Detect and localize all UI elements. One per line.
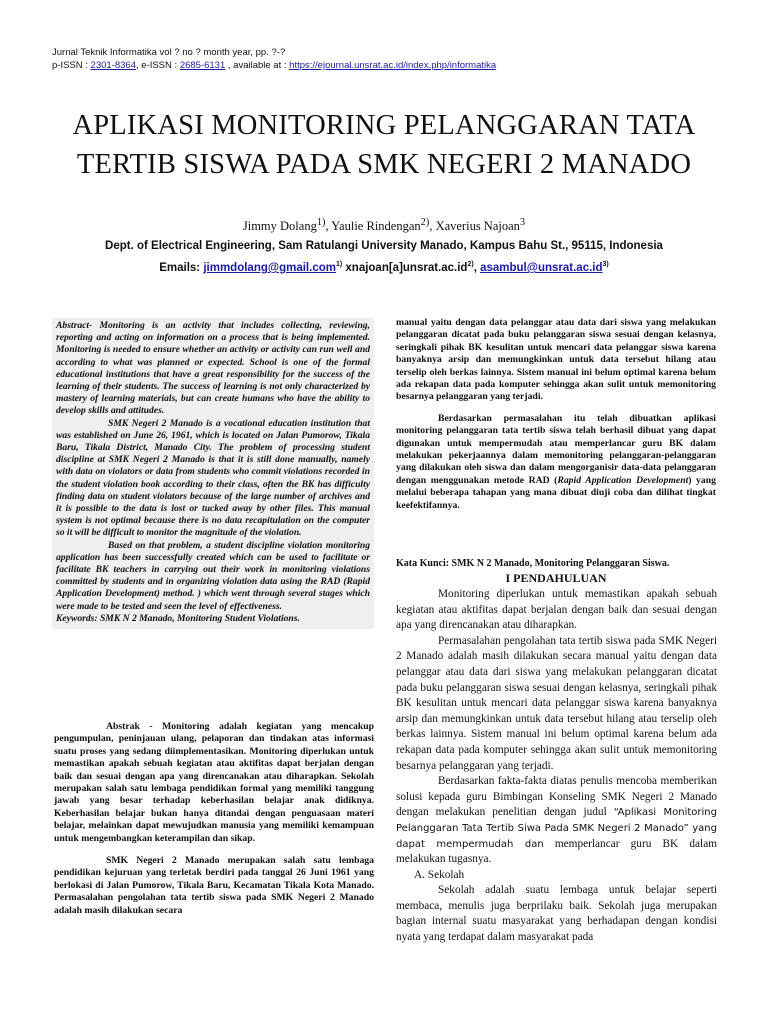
eissn-label: , e-ISSN : — [135, 60, 180, 71]
email-3-link[interactable]: asambul@unsrat.ac.id — [480, 261, 603, 274]
available-label: , available at : — [225, 60, 290, 71]
email-2-sup: 2) — [467, 261, 474, 268]
journal-url-link[interactable]: https://ejournal.unsrat.ac.id/index.php/informatika — [289, 60, 497, 71]
pissn-link[interactable]: 2301-8364 — [90, 60, 136, 71]
affiliation: Dept. of Electrical Engineering, Sam Ratulangi University Manado, Kampus Bahu St., 95115, Indonesia — [105, 240, 663, 252]
intro-p3-quote: “Aplikasi Monitoring Pelanggaran Tata Tertib Siwa Pada SMK Negeri 2 Manado” yang dapat mempermudah dan — [396, 807, 717, 850]
issn-line — [52, 59, 722, 72]
abstract-indonesian-left — [54, 721, 374, 917]
intro-p1: Monitoring diperlukan untuk memastikan apakah sebuah kegiatan atau aktifitas dapat berjalan dengan baik dan sesuai dengan apa yang direncanakan atau diharapkan. — [396, 588, 717, 632]
abstrak-p3: manual yaitu dengan data pelanggar atau data dari siswa yang melakukan pelanggaran dicatat pada buku pelanggaran siswa sesuai dengan kelasnya, seringkali pihak BK kesulitan untuk mencari data pelanggar siswa karena banyaknya arsip dan memungkinkan untuk data tersebut hilang atau terselip oleh berkas lainnya. Sistem manual ini belum optimal karena belum ada rekapan data pada komputer sehingga akan sulit untuk memonitoring besarnya pelanggaran yang terjadi. — [396, 317, 716, 403]
introduction-body — [396, 587, 717, 946]
journal-info: Jurnal Teknik Informatika vol ? no ? month year, pp. ?-? — [52, 47, 286, 58]
author-2-sup: 2) — [420, 217, 430, 228]
paper-title: APLIKASI MONITORING PELANGGARAN TATA TERTIB SISWA PADA SMK NEGERI 2 MANADO — [72, 110, 696, 180]
pissn-label: p-ISSN : — [52, 60, 91, 71]
email-label: Emails: — [159, 261, 204, 274]
abstrak-p4-end: ) yang melalui beberapa tahapan yang mana dibuat diuji coba dan dilihat tingkat keefektifannya. — [396, 474, 716, 511]
abstrak-p2: SMK Negeri 2 Manado merupakan salah satu lembaga pendidikan kejuruan yang terletak berdiri pada tanggal 26 Juni 1961 yang berlokasi di Jalan Pumorow, Tikala Baru, Kecamatan Tikala Kota Manado. Permasalahan pengolahan tata tertib siswa pada SMK Negeri 2 Manado adalah masih dilakukan secara — [54, 855, 374, 916]
intro-p4: Sekolah adalah suatu lembaga untuk belajar seperti membaca, menulis juga berprilaku baik. Sekolah juga merupakan bagian internal suatu masyarakat yang berhadapan dengan kondisi nyata yang terdapat dalam masyarakat pada — [396, 884, 717, 944]
abstrak-p4 — [396, 413, 716, 512]
email-separator: , — [473, 261, 481, 274]
journal-header — [52, 46, 722, 72]
kata-kunci: Kata Kunci: SMK N 2 Manado, Monitoring Pelanggaran Siswa. — [396, 558, 670, 569]
author-2: , Yaulie Rindengan — [325, 219, 421, 234]
abstract-indonesian-right — [396, 317, 716, 512]
author-1: Jimmy Dolang — [242, 219, 317, 234]
intro-p3 — [396, 774, 717, 868]
abstract-label: Abstract- — [56, 320, 93, 331]
abstrak-p4-start: Berdasarkan permasalahan itu telah dibuatkan aplikasi monitoring pelanggaran tata tertib siswa telah berhasil dibuat yang dapat digunakan untuk mempermudah atau memperlancar guru BK dalam melakukan pekerjaannya dalam memonitoring pelanggaran-pelanggaran yang dilakukan oleh siswa dan dalam mengorganisir data-data pelanggaran dengan menggunakan metode RAD ( — [396, 412, 716, 486]
section-heading: I PENDAHULUAN — [505, 571, 607, 585]
abstract-english — [52, 318, 374, 629]
email-1-sup: 1) — [335, 261, 343, 268]
author-list — [40, 217, 728, 234]
intro-p3-end: memperlancar guru BK dalam melakukan tugasnya. — [396, 837, 717, 866]
email-line — [40, 261, 728, 274]
abstract-en-p1 — [56, 320, 370, 418]
subsection-heading-a: A. Sekolah — [414, 868, 465, 881]
abstrak-p1: Abstrak - Monitoring adalah kegiatan yang mencakup pengumpulan, peninjauan ulang, pelaporan dan tindakan atas informasi suatu proses yang sedang diimplementasikan. Monitoring diperlukan untuk memastikan apakah sebuah kegiatan atau aktifitas dapat berjalan dengan baik dan sesuai dengan apa yang direncanakan atau diharapkan. Sekolah merupakan salah satu lembaga pendidikan formal yang memiliki tanggung jawab yang besar terhadap keberhasilan belajar anak didiknya. Keberhasilan belajar bukan hanya ditandai dengan penguasaan materi belajar, melainkan dapat mewujudkan manusia yang memiliki kemampuan untuk mengembangkan keterampilan dan sikap. — [54, 721, 374, 844]
abstract-en-keywords: Keywords: SMK N 2 Manado, Monitoring Student Violations. — [56, 612, 300, 624]
email-1-link[interactable]: jimmdolang@gmail.com — [203, 261, 336, 274]
abstract-en-text-1: Monitoring is an activity that includes collecting, reviewing, reporting and acting on information on a process that is being implemented. Monitoring is needed to ensure whether an activity or activity can run well and according to what was planned or expected. School is one of the formal educational institutions that have a great responsibility for the success of the learning of their students. The success of learning is not only characterized by mastery of learning materials, but can create humans who have the ability to develop skills and attitudes. — [56, 320, 370, 417]
intro-p3-start: Berdasarkan fakta-fakta diatas penulis mencoba memberikan solusi kepada guru Bimbingan Konseling SMK Negeri 2 Manado dengan melakukan penelitian dengan judul — [396, 775, 717, 819]
author-1-sup: 1) — [316, 217, 326, 228]
abstract-en-p3: Based on that problem, a student discipline violation monitoring application has been successfully created which can be used to facilitate or facilitate BK teachers in carrying out their work in monitoring violations committed by students and in organizing violation data using the RAD (Rapid Application Development) method. ) which went through several stages which were made to be tested and seen the level of effectiveness. — [56, 539, 370, 612]
email-2: xnajoan[a]unsrat.ac.id — [342, 261, 468, 274]
author-3-sup: 3 — [519, 217, 526, 228]
email-3-sup: 3) — [602, 261, 609, 268]
intro-p2: Permasalahan pengolahan tata tertib siswa pada SMK Negeri 2 Manado adalah masih dilakukan secara manual yaitu dengan data pelanggar atau data dari siswa yang melakukan pelanggaran dicatat pada buku pelanggaran siswa sesuai dengan kelasnya, seringkali pihak BK kesulitan untuk mencari data pelanggar siswa karena banyaknya arsip dan memungkinkan untuk data tersebut hilang atau terselip oleh berkas lainnya. Sistem manual ini belum optimal karena belum ada rekapan data pada komputer sehingga akan sulit untuk memonitoring besarnya pelanggaran yang terjadi. — [396, 634, 717, 772]
abstract-en-p2: SMK Negeri 2 Manado is a vocational education institution that was established on June 26, 1961, which is located on Jalan Pumorow, Tikala Baru, Tikala District, Manado City. The problem of processing student discipline at SMK Negeri 2 Manado is that it is still done manually, namely with data on violators or data from students who commit violations recorded in the student violation book according to their class, often the BK has difficulty finding data on student violators because of the large number of archives and it is possible to the data is lost or tucked away by other files. This manual system is not optimal because there is no data recapitulation on the computer so it will be difficult to monitor the magnitude of the violation. — [56, 417, 370, 539]
author-3: , Xaverius Najoan — [429, 219, 520, 234]
eissn-link[interactable]: 2685-6131 — [179, 60, 226, 71]
abstrak-p4-italic: Rapid Application Development — [557, 474, 689, 486]
